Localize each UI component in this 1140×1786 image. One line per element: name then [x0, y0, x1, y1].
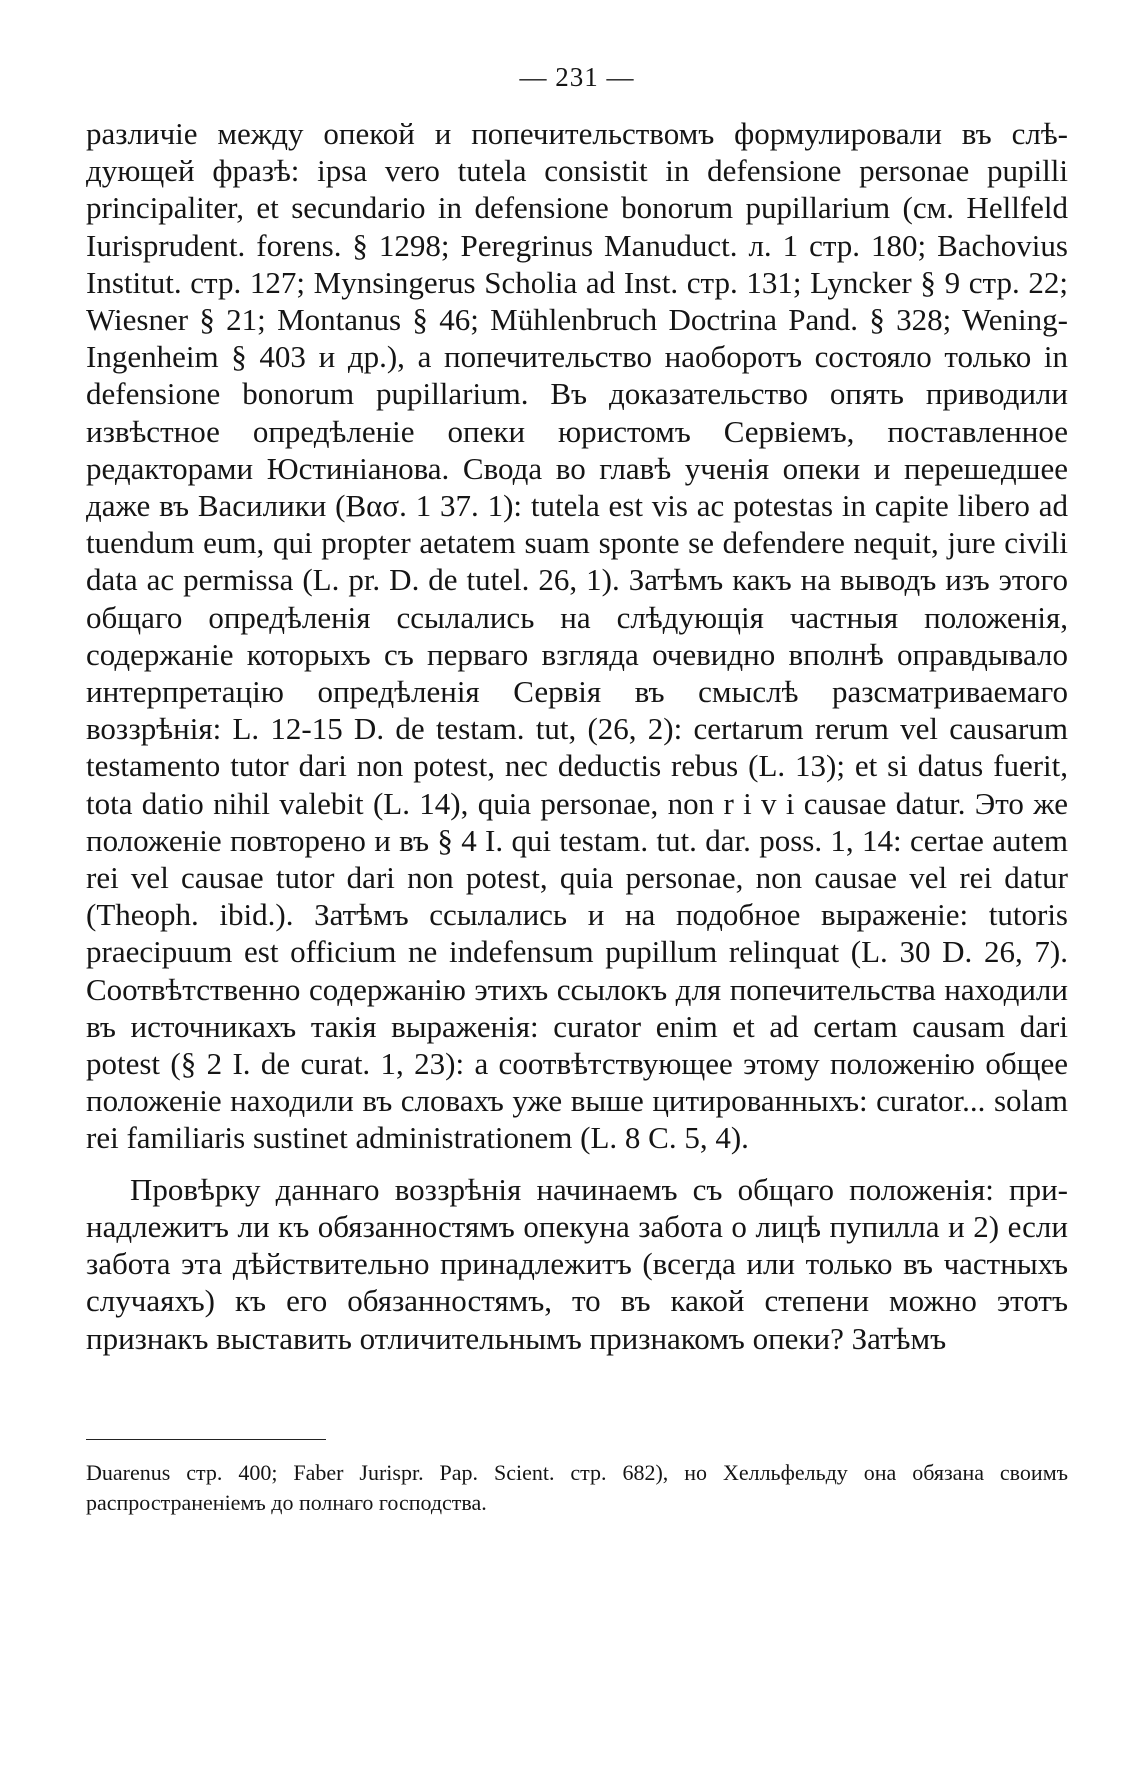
page-number: — 231 — — [519, 62, 635, 92]
paragraph-1: различіе между опекой и попечительствомъ формулировали въ слѣдующей фразѣ: ipsa vero tutela consistit in defensione personae pupilli principaliter, et secundario in defensione bonorum pupillarium (см. Hellfeld Iurisprudent. forens. § 1298; Peregrinus Manuduct. л. 1 стр. 180; Bachovius Institut. стр. 127; Mynsingerus Scholia ad Inst. стр. 131; Lyncker § 9 стр. 22; Wiesner § 21; Montanus § 46; Mühlenbruch Doctrina Pand. § 328; Wening-Ingenheim § 403 и др.), а попечительство наоборотъ состояло только in defensione bonorum pupillarium. Въ доказательство опять приводили извѣстное опредѣленіе опеки юристомъ Сервіемъ, поставленное редакторами Юстиніанова. Свода во главѣ ученія опеки и перешедшее даже въ Василики (Βασ. 1 37. 1): tutela est vis ac potestas in capite libero ad tuendum eum, qui propter aetatem suam sponte se defendere nequit, jure civili data ac permissa (L. pr. D. de tutel. 26, 1). Затѣмъ какъ на выводъ изъ этого общаго опредѣленія ссылались на слѣдующія частныя положенія, содержаніе которыхъ съ перваго взгляда очевидно вполнѣ оправдывало интерпретацію опредѣленія Сервія въ смыслѣ разсматриваемаго воззрѣнія: L. 12-15 D. de testam. tut, (26, 2): certarum rerum vel causarum testamento tutor dari non potest, nec deductis rebus (L. 13); et si datus fuerit, tota datio nihil valebit (L. 14), quia personae, non r i v i causae datur. Это же положеніе повторено и въ § 4 I. qui testam. tut. dar. poss. 1, 14: certae autem rei vel causae tutor dari non potest, quia personae, non causae vel rei datur (Theoph. ibid.). Затѣмъ ссылались и на подобное выраженіе: tutoris praecipuum est officium ne indefensum pupillum relinquat (L. 30 D. 26, 7). Соотвѣтственно содержанію этихъ ссылокъ для попечительства находили въ источникахъ такія выраженія: curator enim et ad certam causam dari potest (§ 2 I. de curat. 1, 23): а соотвѣтствующее этому положенію общее положеніе находили въ словахъ уже выше цитированныхъ: curator... solam rei familiaris sustinet administrationem (L. 8 C. 5, 4). — [86, 116, 1068, 1156]
footnote-divider — [86, 1439, 326, 1440]
paragraph-2: Провѣрку даннаго воззрѣнія начинаемъ съ общаго положенія: принадлежитъ ли къ обязанностямъ опекуна забота о лицѣ пупилла и 2) если забота эта дѣйствительно принадлежитъ (всегда или только въ частныхъ случаяхъ) къ его обязанностямъ, то въ какой степени можно этотъ признакъ выставить отличительнымъ признакомъ опеки? Затѣмъ — [86, 1171, 1068, 1356]
footnote: Duarenus стр. 400; Faber Jurispr. Pap. Scient. стр. 682), но Хелльфельду она обязана своимъ распространеніемъ до полнаго господства. — [86, 1459, 1068, 1515]
body-text — [86, 115, 1068, 1357]
